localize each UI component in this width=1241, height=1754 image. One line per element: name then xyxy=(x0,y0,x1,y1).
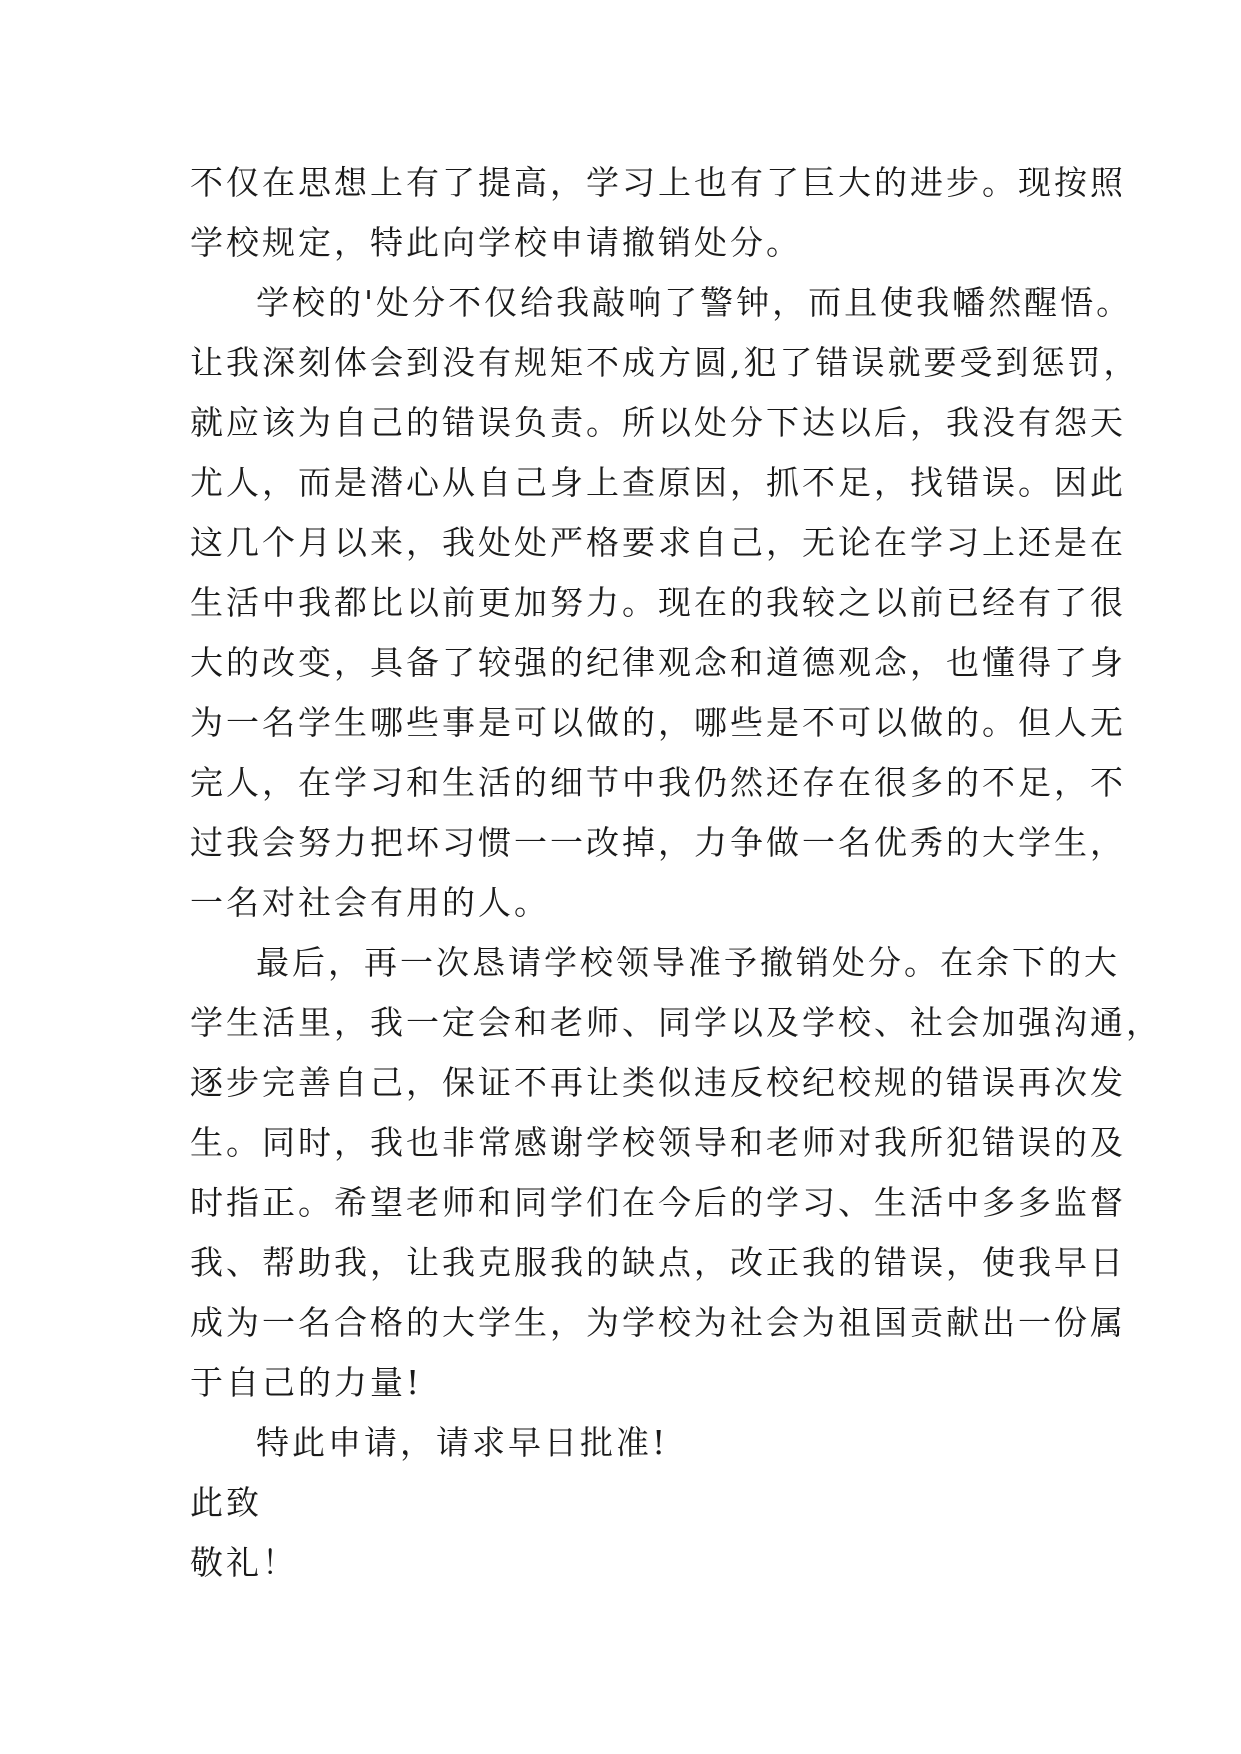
text-line-5: 就应该为自己的错误负责。所以处分下达以后，我没有怨天 xyxy=(190,403,1126,442)
text-line-17: 生。同时，我也非常感谢学校领导和老师对我所犯错误的及 xyxy=(190,1123,1126,1162)
paragraph-start-line-14: 最后，再一次恳请学校领导准予撤销处分。在余下的大 xyxy=(256,943,1120,982)
text-line-21: 于自己的力量! xyxy=(190,1363,423,1402)
text-line-1: 不仅在思想上有了提高，学习上也有了巨大的进步。现按照 xyxy=(190,163,1126,202)
text-line-4: 让我深刻体会到没有规矩不成方圆,犯了错误就要受到惩罚， xyxy=(190,343,1140,382)
text-line-18: 时指正。希望老师和同学们在今后的学习、生活中多多监督 xyxy=(190,1183,1126,1222)
text-line-9: 大的改变，具备了较强的纪律观念和道德观念，也懂得了身 xyxy=(190,643,1126,682)
text-line-7: 这几个月以来，我处处严格要求自己，无论在学习上还是在 xyxy=(190,523,1126,562)
paragraph-start-line-3: 学校的'处分不仅给我敲响了警钟，而且使我幡然醒悟。 xyxy=(256,283,1133,322)
text-line-16: 逐步完善自己，保证不再让类似违反校纪校规的错误再次发 xyxy=(190,1063,1126,1102)
regards-line: 敬礼！ xyxy=(190,1543,298,1582)
text-line-6: 尤人，而是潜心从自己身上查原因，抓不足，找错误。因此 xyxy=(190,463,1126,502)
text-line-19: 我、帮助我，让我克服我的缺点，改正我的错误，使我早日 xyxy=(190,1243,1126,1282)
text-line-10: 为一名学生哪些事是可以做的，哪些是不可以做的。但人无 xyxy=(190,703,1126,742)
text-line-11: 完人，在学习和生活的细节中我仍然还存在很多的不足，不 xyxy=(190,763,1126,802)
salutation-line: 此致 xyxy=(190,1483,262,1522)
text-line-20: 成为一名合格的大学生，为学校为社会为祖国贡献出一份属 xyxy=(190,1303,1126,1342)
text-line-15: 学生活里，我一定会和老师、同学以及学校、社会加强沟通， xyxy=(190,1003,1162,1042)
text-line-12: 过我会努力把坏习惯一一改掉，力争做一名优秀的大学生， xyxy=(190,823,1126,862)
text-line-13: 一名对社会有用的人。 xyxy=(190,883,550,922)
closing-request-line: 特此申请，请求早日批准! xyxy=(256,1423,669,1462)
text-line-2: 学校规定，特此向学校申请撤销处分。 xyxy=(190,223,802,262)
text-line-8: 生活中我都比以前更加努力。现在的我较之以前已经有了很 xyxy=(190,583,1126,622)
